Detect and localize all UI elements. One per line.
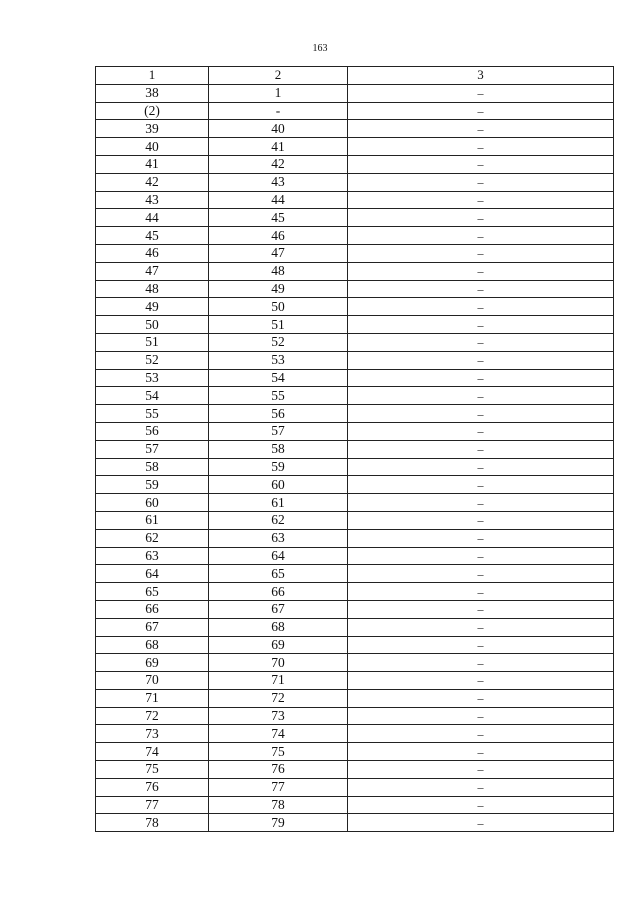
- table-cell-col-3: –: [348, 351, 614, 369]
- table-cell-col-2: 46: [209, 227, 348, 245]
- table-row: [96, 120, 614, 138]
- table-row: [96, 280, 614, 298]
- table-cell-col-1: 40: [96, 138, 209, 156]
- table-cell-col-3: –: [348, 173, 614, 191]
- table-cell-col-2: 67: [209, 600, 348, 618]
- table-cell-col-2: 51: [209, 316, 348, 334]
- table-cell-col-2: 47: [209, 244, 348, 262]
- table-cell-col-1: 42: [96, 173, 209, 191]
- table-cell-col-3: –: [348, 440, 614, 458]
- table-cell-col-1: 53: [96, 369, 209, 387]
- table-row: [96, 351, 614, 369]
- page-number: 163: [312, 43, 328, 54]
- table-row: [96, 458, 614, 476]
- table-cell-col-2: 75: [209, 743, 348, 761]
- table-cell-col-1: 54: [96, 387, 209, 405]
- table-cell-col-3: –: [348, 244, 614, 262]
- table-row: [96, 316, 614, 334]
- table-row: [96, 672, 614, 690]
- table-row: [96, 387, 614, 405]
- table-cell-col-2: 74: [209, 725, 348, 743]
- table-cell-col-3: –: [348, 84, 614, 102]
- table-cell-col-3: –: [348, 672, 614, 690]
- table-cell-col-3: –: [348, 422, 614, 440]
- table-cell-col-3: –: [348, 369, 614, 387]
- table-row: [96, 262, 614, 280]
- table-row: [96, 422, 614, 440]
- table-cell-col-1: 45: [96, 227, 209, 245]
- table-row: [96, 405, 614, 423]
- table-cell-col-3: –: [348, 387, 614, 405]
- table-cell-col-3: –: [348, 743, 614, 761]
- table-row: [96, 244, 614, 262]
- table-cell-col-3: –: [348, 636, 614, 654]
- table-cell-col-3: –: [348, 529, 614, 547]
- table-cell-col-3: –: [348, 494, 614, 512]
- table-cell-col-2: 53: [209, 351, 348, 369]
- table-cell-col-2: 66: [209, 583, 348, 601]
- table-cell-col-2: 79: [209, 814, 348, 832]
- column-header-1: 1: [96, 67, 209, 85]
- table-cell-col-1: 51: [96, 333, 209, 351]
- table-header: [96, 67, 614, 85]
- table-cell-col-2: 50: [209, 298, 348, 316]
- table-cell-col-2: 63: [209, 529, 348, 547]
- table-cell-col-2: 62: [209, 511, 348, 529]
- table-row: [96, 440, 614, 458]
- table-row: [96, 600, 614, 618]
- table-cell-col-2: 55: [209, 387, 348, 405]
- table-cell-col-2: 49: [209, 280, 348, 298]
- table-cell-col-3: –: [348, 155, 614, 173]
- table-row: [96, 636, 614, 654]
- table-cell-col-2: 43: [209, 173, 348, 191]
- table-cell-col-3: –: [348, 458, 614, 476]
- table-cell-col-1: 57: [96, 440, 209, 458]
- table-cell-col-2: 73: [209, 707, 348, 725]
- table-cell-col-3: –: [348, 191, 614, 209]
- table-cell-col-1: 50: [96, 316, 209, 334]
- table-cell-col-3: –: [348, 138, 614, 156]
- table-cell-col-1: 38: [96, 84, 209, 102]
- table-row: [96, 173, 614, 191]
- table-row: [96, 333, 614, 351]
- table-cell-col-2: 52: [209, 333, 348, 351]
- column-header-3: 3: [348, 67, 614, 85]
- table-row: [96, 476, 614, 494]
- table-row: [96, 494, 614, 512]
- table-cell-col-2: 64: [209, 547, 348, 565]
- table-cell-col-1: 64: [96, 565, 209, 583]
- table-cell-col-2: 68: [209, 618, 348, 636]
- table-cell-col-1: 70: [96, 672, 209, 690]
- table-cell-col-1: 60: [96, 494, 209, 512]
- column-header-2: 2: [209, 67, 348, 85]
- table-cell-col-3: –: [348, 227, 614, 245]
- table-row: [96, 529, 614, 547]
- table-body: [96, 84, 614, 831]
- table-row: [96, 689, 614, 707]
- table-cell-col-3: –: [348, 583, 614, 601]
- table-row: [96, 102, 614, 120]
- table-row: [96, 155, 614, 173]
- table-cell-col-2: 44: [209, 191, 348, 209]
- table-cell-col-3: –: [348, 707, 614, 725]
- table-cell-col-3: –: [348, 262, 614, 280]
- table-cell-col-3: –: [348, 476, 614, 494]
- table-cell-col-3: –: [348, 600, 614, 618]
- table-cell-col-1: 75: [96, 761, 209, 779]
- table-cell-col-3: –: [348, 761, 614, 779]
- table-cell-col-1: 52: [96, 351, 209, 369]
- table-row: [96, 138, 614, 156]
- table-cell-col-1: 41: [96, 155, 209, 173]
- table-row: [96, 725, 614, 743]
- table-row: [96, 778, 614, 796]
- table-cell-col-2: 57: [209, 422, 348, 440]
- table-cell-col-1: 67: [96, 618, 209, 636]
- table-row: [96, 654, 614, 672]
- table-row: [96, 743, 614, 761]
- table-cell-col-1: 76: [96, 778, 209, 796]
- table-cell-col-2: 70: [209, 654, 348, 672]
- table-row: [96, 369, 614, 387]
- table-cell-col-1: 61: [96, 511, 209, 529]
- table-row: [96, 796, 614, 814]
- table-cell-col-1: (2): [96, 102, 209, 120]
- table-cell-col-2: 41: [209, 138, 348, 156]
- table-cell-col-1: 43: [96, 191, 209, 209]
- table-cell-col-2: 1: [209, 84, 348, 102]
- table-cell-col-1: 46: [96, 244, 209, 262]
- table-cell-col-2: 60: [209, 476, 348, 494]
- table-cell-col-3: –: [348, 654, 614, 672]
- table-cell-col-3: –: [348, 120, 614, 138]
- table-cell-col-1: 58: [96, 458, 209, 476]
- table-cell-col-2: 61: [209, 494, 348, 512]
- table-cell-col-2: 78: [209, 796, 348, 814]
- table-row: [96, 227, 614, 245]
- table-row: [96, 209, 614, 227]
- table-row: [96, 707, 614, 725]
- table-cell-col-3: –: [348, 511, 614, 529]
- table-cell-col-3: –: [348, 618, 614, 636]
- table-cell-col-3: –: [348, 102, 614, 120]
- table-row: [96, 191, 614, 209]
- table-row: [96, 84, 614, 102]
- table-cell-col-2: -: [209, 102, 348, 120]
- table-cell-col-2: 65: [209, 565, 348, 583]
- table-cell-col-1: 72: [96, 707, 209, 725]
- table-cell-col-3: –: [348, 280, 614, 298]
- table-cell-col-3: –: [348, 316, 614, 334]
- table-row: [96, 511, 614, 529]
- table-cell-col-2: 69: [209, 636, 348, 654]
- table-row: [96, 565, 614, 583]
- table-row: [96, 814, 614, 832]
- table-cell-col-1: 71: [96, 689, 209, 707]
- table-cell-col-2: 48: [209, 262, 348, 280]
- table-cell-col-2: 77: [209, 778, 348, 796]
- table-cell-col-2: 72: [209, 689, 348, 707]
- table-cell-col-3: –: [348, 689, 614, 707]
- table-cell-col-1: 73: [96, 725, 209, 743]
- table-row: [96, 618, 614, 636]
- table-cell-col-1: 48: [96, 280, 209, 298]
- table-cell-col-1: 78: [96, 814, 209, 832]
- table-cell-col-1: 49: [96, 298, 209, 316]
- table-cell-col-3: –: [348, 725, 614, 743]
- table-cell-col-2: 54: [209, 369, 348, 387]
- table-cell-col-1: 44: [96, 209, 209, 227]
- table-cell-col-2: 42: [209, 155, 348, 173]
- table-cell-col-1: 63: [96, 547, 209, 565]
- table-cell-col-1: 59: [96, 476, 209, 494]
- table-cell-col-1: 68: [96, 636, 209, 654]
- table-cell-col-3: –: [348, 405, 614, 423]
- table-cell-col-3: –: [348, 796, 614, 814]
- table-cell-col-2: 59: [209, 458, 348, 476]
- table-row: [96, 583, 614, 601]
- table-row: [96, 761, 614, 779]
- table-cell-col-1: 62: [96, 529, 209, 547]
- table-cell-col-2: 71: [209, 672, 348, 690]
- table-cell-col-3: –: [348, 547, 614, 565]
- table-cell-col-1: 56: [96, 422, 209, 440]
- table-cell-col-1: 69: [96, 654, 209, 672]
- table-cell-col-1: 39: [96, 120, 209, 138]
- table-cell-col-2: 58: [209, 440, 348, 458]
- table-cell-col-2: 76: [209, 761, 348, 779]
- table-cell-col-3: –: [348, 209, 614, 227]
- table-cell-col-3: –: [348, 333, 614, 351]
- concordance-table: [95, 66, 614, 832]
- table-cell-col-3: –: [348, 565, 614, 583]
- table-cell-col-1: 77: [96, 796, 209, 814]
- table-cell-col-2: 45: [209, 209, 348, 227]
- table-row: [96, 547, 614, 565]
- table-cell-col-2: 56: [209, 405, 348, 423]
- table-row: [96, 298, 614, 316]
- table-cell-col-3: –: [348, 778, 614, 796]
- table-cell-col-3: –: [348, 814, 614, 832]
- table-cell-col-2: 40: [209, 120, 348, 138]
- table-cell-col-3: –: [348, 298, 614, 316]
- table-cell-col-1: 55: [96, 405, 209, 423]
- table-cell-col-1: 47: [96, 262, 209, 280]
- table-cell-col-1: 66: [96, 600, 209, 618]
- table-cell-col-1: 74: [96, 743, 209, 761]
- table-cell-col-1: 65: [96, 583, 209, 601]
- header-row: [96, 67, 614, 85]
